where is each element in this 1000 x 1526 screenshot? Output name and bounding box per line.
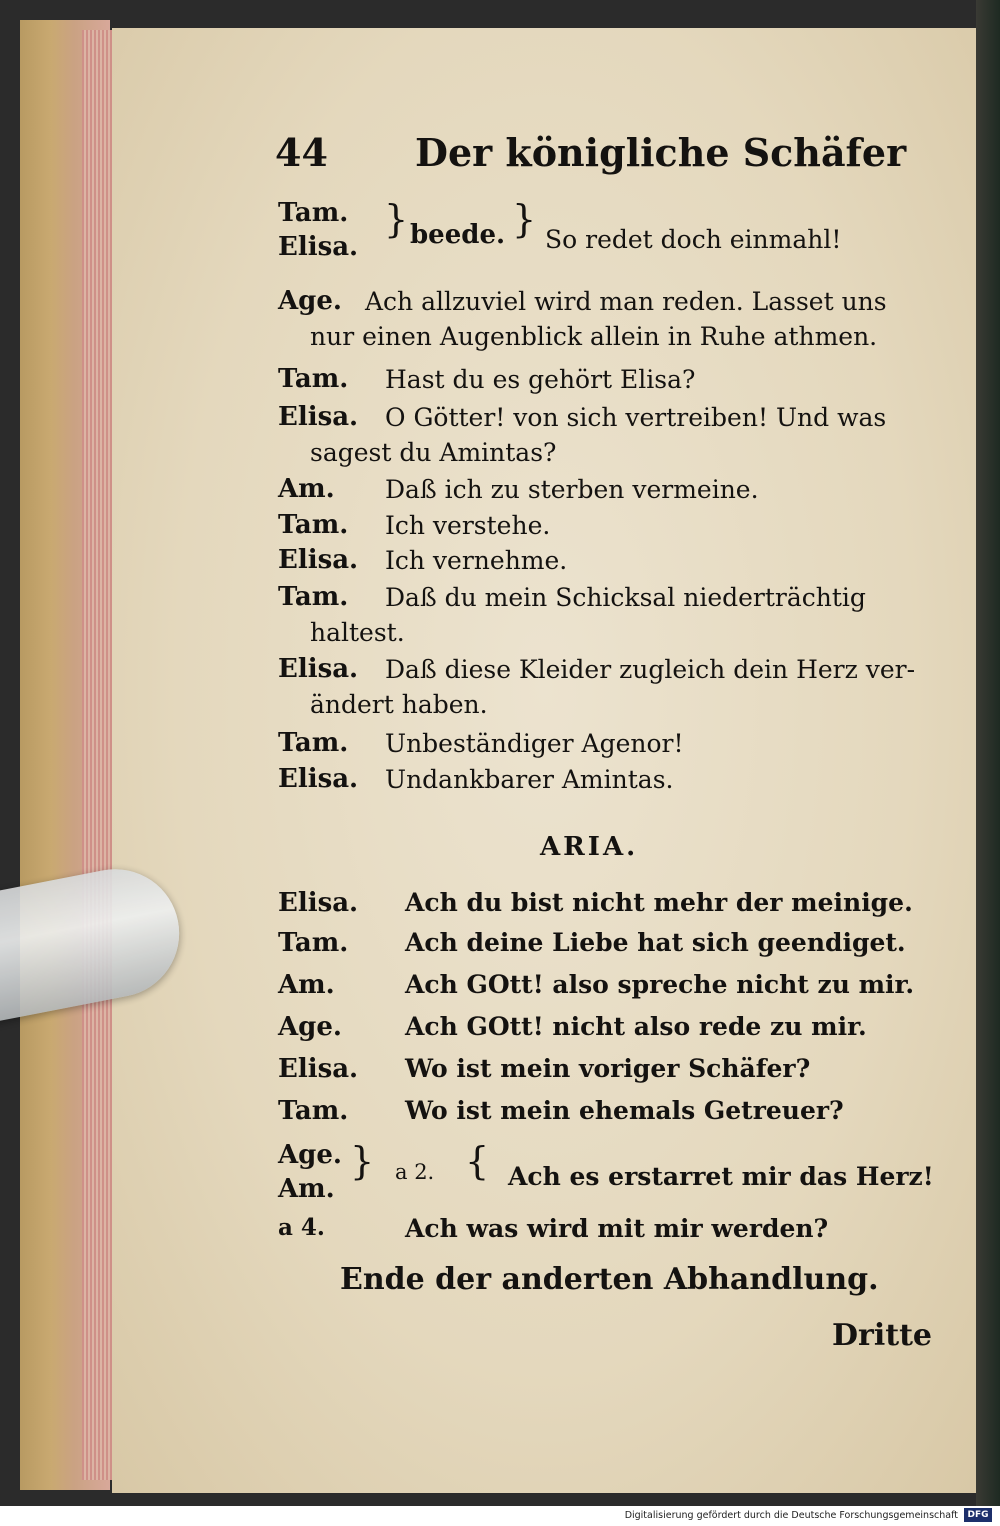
- speech-line: Undankbarer Amintas.: [385, 765, 674, 794]
- quartet-line: Ach was wird mit mir werden?: [405, 1214, 829, 1243]
- speech-line: Daß du mein Schicksal niederträchtig: [385, 583, 866, 612]
- speech-line: Daß diese Kleider zugleich dein Herz ver-: [385, 655, 916, 684]
- quartet-label: a 4.: [278, 1214, 325, 1241]
- speech-line: haltest.: [310, 618, 405, 647]
- speech-line: O Götter! von sich vertreiben! Und was: [385, 403, 887, 432]
- aria-line: Ach GOtt! also spreche nicht zu mir.: [405, 970, 915, 999]
- duet-line: Ach es erstarret mir das Herz!: [508, 1162, 934, 1191]
- aria-speaker: Age.: [278, 1012, 342, 1042]
- book-spine: [976, 0, 1000, 1506]
- page-number: 44: [275, 130, 328, 175]
- speech-line: Ach allzuviel wird man reden. Lasset uns: [365, 287, 887, 316]
- aria-speaker: Tam.: [278, 928, 349, 958]
- speech-line: Ich verstehe.: [385, 511, 551, 540]
- speaker-label: Age.: [278, 286, 342, 316]
- speaker-label: Tam.: [278, 510, 349, 540]
- brace-bracket: {: [465, 1139, 490, 1183]
- brace-bracket: }: [350, 1139, 375, 1183]
- brace-bracket: }: [512, 197, 537, 241]
- speech-line: ändert haben.: [310, 690, 488, 719]
- aria-speaker: Tam.: [278, 1096, 349, 1126]
- duet-label: a 2.: [395, 1160, 435, 1184]
- speaker-label: Elisa.: [278, 232, 359, 262]
- act-closing: Ende der anderten Abhandlung.: [340, 1262, 879, 1297]
- aria-line: Wo ist mein ehemals Getreuer?: [405, 1096, 844, 1125]
- speaker-label: Elisa.: [278, 545, 359, 575]
- page-edge-leaves: [82, 30, 112, 1480]
- speaker-label: Elisa.: [278, 654, 359, 684]
- speech-line: Hast du es gehört Elisa?: [385, 365, 696, 394]
- aria-line: Wo ist mein voriger Schäfer?: [405, 1054, 811, 1083]
- aria-line: Ach deine Liebe hat sich geendiget.: [405, 928, 906, 957]
- aria-speaker: Elisa.: [278, 1054, 359, 1084]
- speaker-label: Elisa.: [278, 402, 359, 432]
- aria-speaker: Am.: [278, 970, 335, 1000]
- speaker-label: Tam.: [278, 582, 349, 612]
- speech-line: Daß ich zu sterben vermeine.: [385, 475, 759, 504]
- duet-speaker: Age.: [278, 1140, 342, 1170]
- speaker-label: Elisa.: [278, 764, 359, 794]
- dfg-logo: DFG: [964, 1508, 992, 1522]
- catchword: Dritte: [832, 1318, 933, 1353]
- speaker-label: Tam.: [278, 728, 349, 758]
- speech-line: sagest du Amintas?: [310, 438, 557, 467]
- aria-line: Ach GOtt! nicht also rede zu mir.: [405, 1012, 867, 1041]
- running-title: Der königliche Schäfer: [415, 130, 907, 175]
- speech-line: So redet doch einmahl!: [545, 225, 842, 254]
- brace-bracket: }: [384, 197, 409, 241]
- aria-heading: ARIA.: [540, 832, 639, 862]
- speaker-label: Tam.: [278, 364, 349, 394]
- aria-speaker: Elisa.: [278, 888, 359, 918]
- aria-line: Ach du bist nicht mehr der meinige.: [405, 888, 913, 917]
- speech-line: nur einen Augenblick allein in Ruhe athmen.: [310, 322, 878, 351]
- speaker-label: Tam.: [278, 198, 349, 228]
- speaker-label: Am.: [278, 474, 335, 504]
- group-label: beede.: [410, 220, 506, 250]
- duet-speaker: Am.: [278, 1174, 335, 1204]
- speech-line: Ich vernehme.: [385, 546, 568, 575]
- speech-line: Unbeständiger Agenor!: [385, 729, 684, 758]
- digitization-credit: Digitalisierung gefördert durch die Deutsche Forschungsgemeinschaft: [624, 1510, 958, 1521]
